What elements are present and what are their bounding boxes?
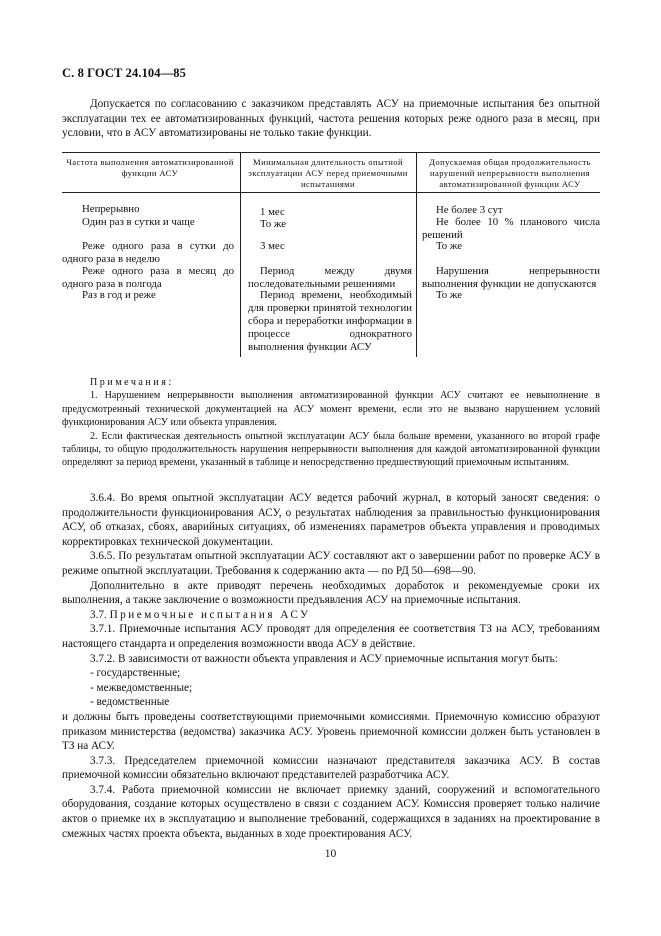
paragraph-3-6-4: 3.6.4. Во время опытной эксплуатации АСУ ведется рабочий журнал, в который заносят сведения: о продолжительности функционирования АСУ, о результатах наблюдения за правильностью функционирования АСУ, об отказах, сбоях, аварийных ситуациях, об изменениях параметров объекта управления и проводимых корректировках технической документации. <box>62 492 600 548</box>
table-cell: То же <box>260 218 286 230</box>
notes-title: Примечания: <box>90 377 174 388</box>
table-cell: Не более 10 % планового числа решений <box>422 216 600 241</box>
table-header-frequency: Частота выполнения автоматизированной функции АСУ <box>66 157 234 178</box>
list-item: - государственные; <box>90 667 181 680</box>
table-cell: То же <box>436 240 462 252</box>
table-cell: Период между двумя последовательными решениями <box>248 265 412 290</box>
paragraph-3-7-2: 3.7.2. В зависимости от важности объекта управления и АСУ приемочные испытания могут быть: <box>90 652 558 665</box>
table-header-allowed-interruptions: Допускаемая общая продолжительность нарушений непрерывности выполнения автоматизированной функции АСУ <box>429 157 591 189</box>
table-cell: Реже одного раза в месяц до одного раза в полгода <box>62 265 234 290</box>
table-notes <box>62 376 600 470</box>
table-header-rule <box>62 192 600 193</box>
paragraph-3-7-4: 3.7.4. Работа приемочной комиссии не включает приемку зданий, сооружений и вспомогательного оборудования, создание которых осуществлено в связи с созданием АСУ. Комиссия проверяет только наличие актов о приемке их в эксплуатацию и выполнение требований, содержащихся в заданиях на проектирование в смежных частях проекта объекта, выданных в ходе проектирования АСУ. <box>62 783 600 840</box>
table-top-rule <box>62 152 600 153</box>
section-3-7-heading <box>62 608 600 623</box>
table-header-min-duration: Минимальная длительность опытной эксплуатации АСУ перед приемочными испытаниями <box>248 157 408 189</box>
list-item: - ведомственные <box>90 696 170 709</box>
intro-paragraph <box>62 97 600 141</box>
body-text <box>62 491 600 841</box>
section-title: Приемочные испытания АСУ <box>109 608 311 621</box>
list-item: - межведомственные; <box>90 681 193 694</box>
page-header: С. 8 ГОСТ 24.104—85 <box>62 66 186 80</box>
table-cell: Непрерывно <box>82 203 140 215</box>
table-cell: 1 мес <box>260 206 285 218</box>
intro-text: Допускается по согласованию с заказчиком представлять АСУ на приемочные испытания без опытной эксплуатации тех ее автоматизированных функций, частота решения которых реже одного раза в месяц, при условии, что в АСУ автоматизированы не только такие функции. <box>62 98 600 140</box>
paragraph-3-7-3: 3.7.3. Председателем приемочной комиссии назначают представителя заказчика АСУ. В состав приемочной комиссии обязательно включают представителей разработчика АСУ. <box>62 754 600 782</box>
paragraph-3-7-1: 3.7.1. Приемочные испытания АСУ проводят для определения ее соответствия ТЗ на АСУ, требованиям настоящего стандарта и определения возможности ввода АСУ в действие. <box>62 623 600 650</box>
page-number: 10 <box>324 848 337 860</box>
table-cell: То же <box>436 289 462 301</box>
table-cell: Реже одного раза в сутки до одного раза в неделю <box>62 240 234 265</box>
note-1: 1. Нарушением непрерывности выполнения автоматизированной функции АСУ считают ее невыполнение в предусмотренный технической документацией на АСУ момент времени, если это не вызвано нарушением условий функционирования АСУ или объекта управления. <box>62 390 600 429</box>
paragraph-3-6-5-continued: Дополнительно в акте приводят перечень необходимых доработок и рекомендуемые сроки их выполнения, а также заключение о возможности предъявления АСУ на приемочные испытания. <box>62 579 600 607</box>
table-column-divider <box>416 152 417 357</box>
table-column-divider <box>240 152 241 357</box>
note-2: 2. Если фактическая деятельность опытной эксплуатации АСУ была больше времени, указанного во второй графе таблицы, то общую продолжительность нарушения непрерывности выполнения для каждой автоматизированной функции определяют за период времени, указанный в таблице и непосредственно предшествующий приемочным испытаниям. <box>62 430 600 469</box>
table-cell: Раз в год и реже <box>82 289 156 301</box>
table-cell: Один раз в сутки и чаще <box>82 216 195 228</box>
table-cell: Период времени, необходимый для проверки принятой технологии сбора и переработки информации в процессе однократного выполнения функции АСУ <box>248 289 412 353</box>
requirements-table <box>62 152 600 357</box>
paragraph-3-6-5: 3.6.5. По результатам опытной эксплуатации АСУ составляют акт о завершении работ по проверке АСУ в режиме опытной эксплуатации. Требования к содержанию акта — по РД 50—698—90. <box>62 550 600 577</box>
table-cell: Нарушения непрерывности выполнения функции не допускаются <box>422 265 600 290</box>
table-cell: 3 мес <box>260 240 285 252</box>
table-cell: Не более 3 сут <box>436 204 503 216</box>
paragraph-3-7-2-continued: и должны быть проведены соответствующими приемочными комиссиями. Приемочную комиссию образуют приказом министерства (ведомства) заказчика АСУ. Уровень приемочной комиссии должен быть установлен в ТЗ на АСУ. <box>62 710 600 753</box>
section-number: 3.7. <box>90 608 107 621</box>
